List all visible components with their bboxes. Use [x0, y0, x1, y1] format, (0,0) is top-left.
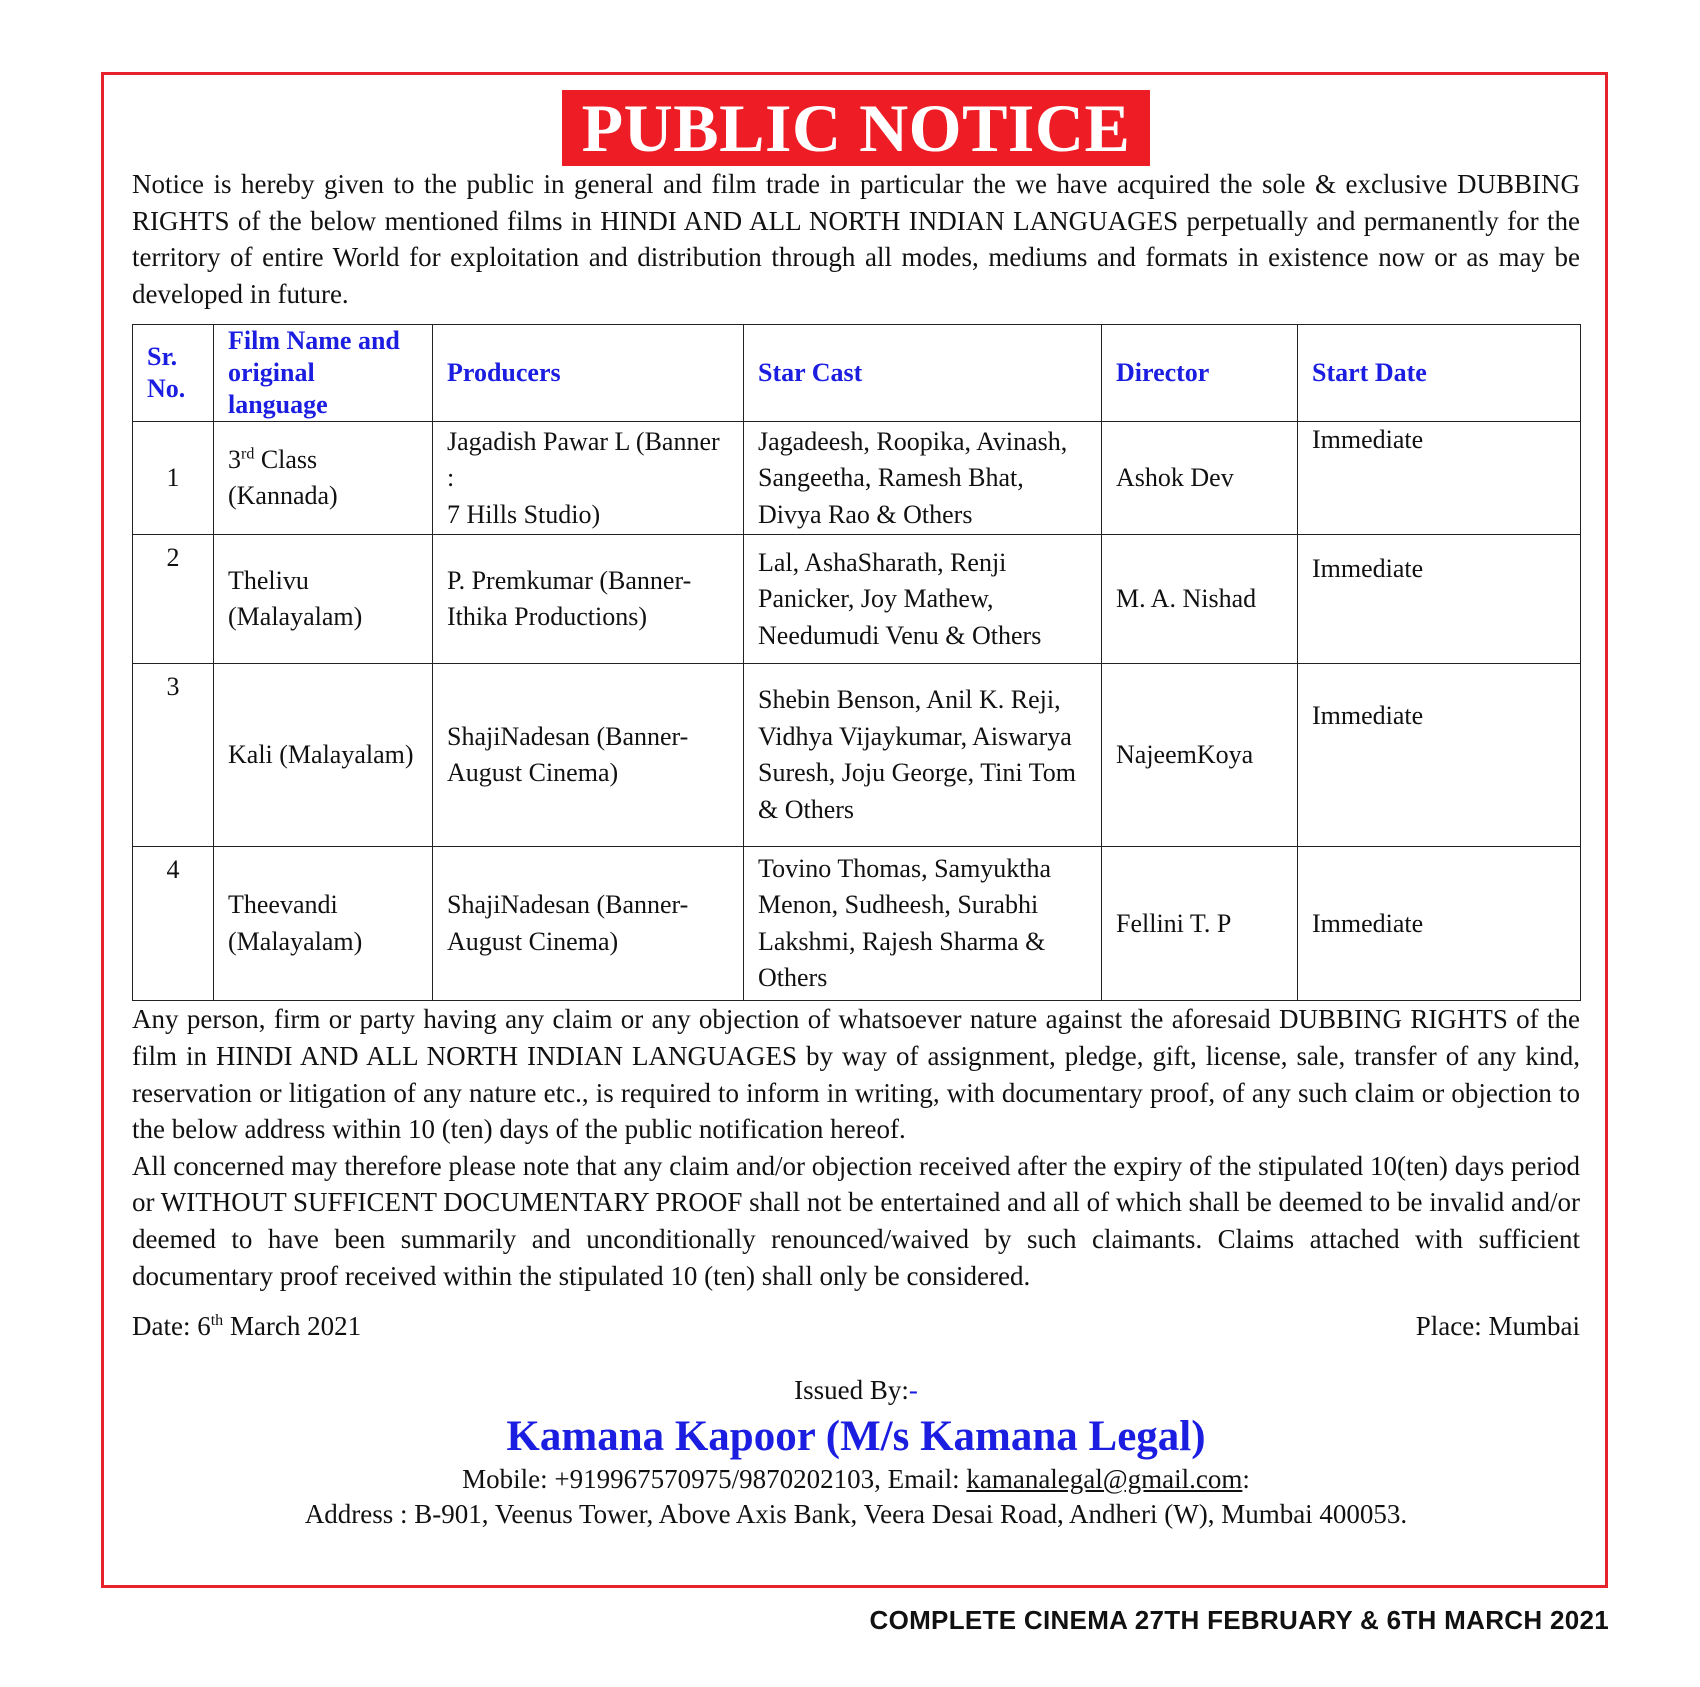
- issued-by: Issued By:-: [794, 1375, 918, 1406]
- concerned-paragraph: All concerned may therefore please note that any claim and/or objection received after the expiry of the stipulated 10(ten) days period or WITHOUT SUFFICENT DOCUMENTARY PROOF shall not be entertained and all of which shall be deemed to be invalid and/or deemed to have been summarily and unconditionally renounced/waived by such claimants. Claims attached with sufficient documentary proof received within the stipulated 10 (ten) shall only be considered.: [132, 1150, 1580, 1291]
- cell-sr: 1: [133, 422, 214, 535]
- issuer-name: Kamana Kapoor (M/s Kamana Legal): [506, 1413, 1206, 1461]
- cell-producer: Jagadish Pawar L (Banner : 7 Hills Studio): [433, 422, 744, 535]
- header-producers: Producers: [433, 325, 744, 422]
- issuer-contact: Mobile: +919967570975/9870202103, Email: kamanalegal@gmail.com:: [462, 1464, 1250, 1495]
- cell-cast: Tovino Thomas, Samyuktha Menon, Sudheesh, Surabhi Lakshmi, Rajesh Sharma & Others: [744, 847, 1102, 1001]
- cell-start-date: Immediate: [1298, 664, 1581, 847]
- cell-film: Kali (Malayalam): [214, 664, 433, 847]
- cell-start-date: Immediate: [1298, 535, 1581, 664]
- cell-start-date: Immediate: [1298, 847, 1581, 1001]
- table-header-row: [133, 325, 1581, 422]
- films-table: [132, 324, 1581, 1001]
- title-wrap: [132, 90, 1580, 166]
- cell-film: 3rd Class (Kannada): [214, 422, 433, 535]
- intro-paragraph: Notice is hereby given to the public in general and film trade in particular the we have acquired the sole & exclusive DUBBING RIGHTS of the below mentioned films in HINDI AND ALL NORTH INDIAN LANGUAGES perpetually and permanently for the territory of entire World for exploitation and distribution through all modes, mediums and formats in existence now or as may be developed in future.: [132, 169, 1580, 309]
- cell-director: Fellini T. P: [1102, 847, 1298, 1001]
- table-row: [133, 535, 1581, 664]
- date-place-line: [132, 1308, 1580, 1344]
- cell-producer: ShajiNadesan (Banner- August Cinema): [433, 664, 744, 847]
- header-sr: Sr. No.: [133, 325, 214, 422]
- notice-place: Place: Mumbai: [1415, 1311, 1580, 1342]
- notice-title: PUBLIC NOTICE: [562, 90, 1151, 166]
- cell-producer: ShajiNadesan (Banner- August Cinema): [433, 847, 744, 1001]
- table-row: [133, 847, 1581, 1001]
- publication-footer: COMPLETE CINEMA 27TH FEBRUARY & 6TH MARCH 2021: [869, 1605, 1609, 1635]
- notice-date: Date: 6th March 2021: [132, 1311, 362, 1342]
- header-cast: Star Cast: [744, 325, 1102, 422]
- cell-start-date: Immediate: [1298, 422, 1581, 535]
- email-link[interactable]: kamanalegal@gmail.com: [966, 1464, 1243, 1495]
- cell-film: Thelivu (Malayalam): [214, 535, 433, 664]
- table-row: [133, 422, 1581, 535]
- cell-cast: Shebin Benson, Anil K. Reji, Vidhya Vijaykumar, Aiswarya Suresh, Joju George, Tini Tom & Others: [744, 664, 1102, 847]
- cell-sr: 2: [133, 535, 214, 664]
- cell-film: Theevandi (Malayalam): [214, 847, 433, 1001]
- cell-cast: Jagadeesh, Roopika, Avinash, Sangeetha, Ramesh Bhat, Divya Rao & Others: [744, 422, 1102, 535]
- header-director: Director: [1102, 325, 1298, 422]
- cell-sr: 4: [133, 847, 214, 1001]
- header-start-date: Start Date: [1298, 325, 1581, 422]
- issuer-address: Address : B-901, Veenus Tower, Above Axis Bank, Veera Desai Road, Andheri (W), Mumbai 400053.: [304, 1499, 1408, 1530]
- notice-content: [132, 90, 1580, 1532]
- table-row: [133, 664, 1581, 847]
- cell-cast: Lal, AshaSharath, Renji Panicker, Joy Mathew, Needumudi Venu & Others: [744, 535, 1102, 664]
- cell-producer: P. Premkumar (Banner- Ithika Productions): [433, 535, 744, 664]
- claims-paragraph: Any person, firm or party having any claim or any objection of whatsoever nature against the aforesaid DUBBING RIGHTS of the film in HINDI AND ALL NORTH INDIAN LANGUAGES by way of assignment, pledge, gift, license, sale, transfer of any kind, reservation or litigation of any nature etc., is required to inform in writing, with documentary proof, of any such claim or objection to the below address within 10 (ten) days of the public notification hereof.: [132, 1004, 1580, 1145]
- cell-director: M. A. Nishad: [1102, 535, 1298, 664]
- cell-director: NajeemKoya: [1102, 664, 1298, 847]
- cell-sr: 3: [133, 664, 214, 847]
- header-film: Film Name and original language: [214, 325, 433, 422]
- cell-director: Ashok Dev: [1102, 422, 1298, 535]
